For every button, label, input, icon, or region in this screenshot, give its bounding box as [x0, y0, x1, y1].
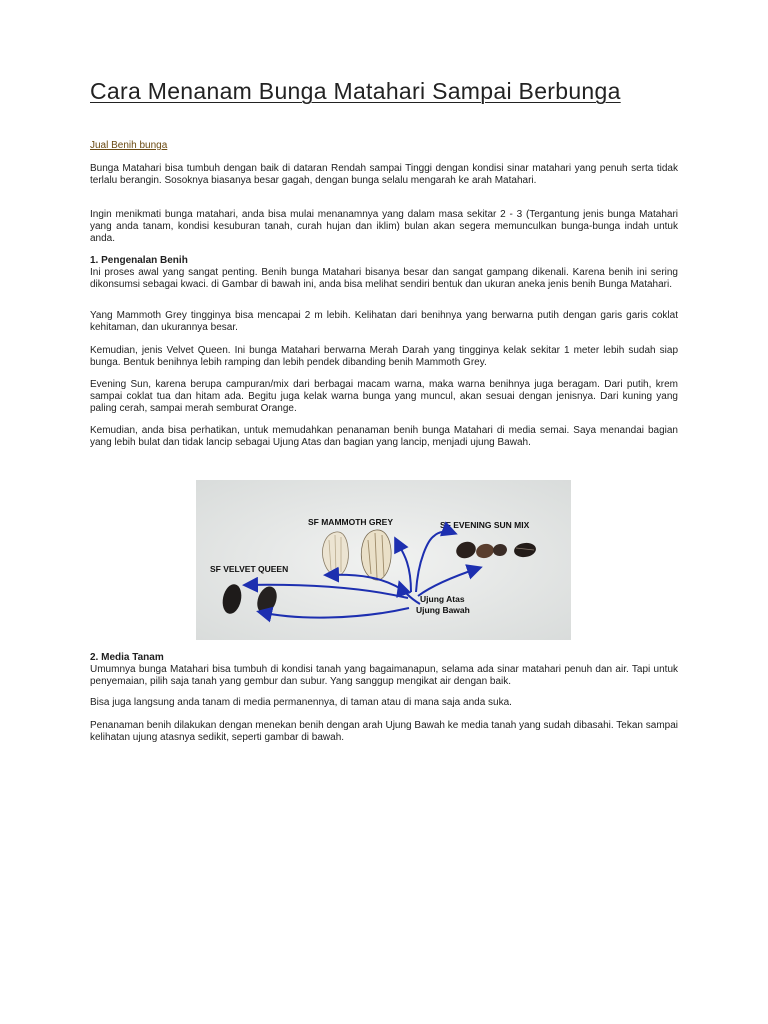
section-heading-pengenalan: 1. Pengenalan Benih [90, 255, 188, 266]
label-ujung-bawah: Ujung Bawah [416, 605, 470, 615]
section-media-tanam [90, 652, 678, 687]
mammoth-seed-2 [361, 530, 391, 580]
jual-benih-link[interactable]: Jual Benih bunga [90, 140, 168, 151]
label-mammoth-grey: SF MAMMOTH GREY [308, 517, 393, 527]
section-body-media: Umumnya bunga Matahari bisa tumbuh di kondisi tanah yang bagaimanapun, selama ada sinar matahari penuh dan air. Tapi untuk penyemaian, pilih saja tanah yang gembur dan subur. Yang sanggup mengikat air dengan baik. [90, 663, 678, 687]
paragraph-menikmati: Ingin menikmati bunga matahari, anda bisa mulai menanamnya yang dalam masa sekitar 2 - 3 (Tergantung jenis bunga Matahari yang anda tanam, kondisi kesuburan tanah, curah hujan dan iklim) bulan akan segera memunculkan bunga-bunga indah untuk anda. [90, 209, 678, 244]
paragraph-evening: Evening Sun, karena berupa campuran/mix dari berbagai macam warna, maka warna benihnya juga beragam. Dari putih, krem sampai coklat tua dan hitam ada. Begitu juga kelak warna bunga yang muncul, akan sesuai dengan jenisnya. Dari kuning yang paling cerah, sampai merah semburat Orange. [90, 379, 678, 414]
label-ujung-atas: Ujung Atas [420, 594, 465, 604]
seed-diagram-image [196, 480, 571, 640]
paragraph-permanen: Bisa juga langsung anda tanam di media permanennya, di taman atau di mana saja anda suka. [90, 697, 512, 708]
section-body-pengenalan: Ini proses awal yang sangat penting. Benih bunga Matahari bisanya besar dan sangat gampang dikenali. Karena benih ini sering dikonsumsi sebagai kwaci. di Gambar di bawah ini, anda bisa melihat sendiri bentuk dan ukuran aneka jenis benih Bunga Matahari. [90, 266, 678, 290]
paragraph-mammoth: Yang Mammoth Grey tingginya bisa mencapai 2 m lebih. Kelihatan dari benihnya yang berwarna putih dengan garis garis coklat kehitaman, dan ukurannya besar. [90, 310, 678, 333]
paragraph-ujung: Kemudian, anda bisa perhatikan, untuk memudahkan penanaman benih bunga Matahari di media semai. Saya menandai bagian yang lebih bulat dan tidak lancip sebagai Ujung Atas dan bagian yang lancip, menjadi ujung Bawah. [90, 425, 678, 448]
paragraph-intro: Bunga Matahari bisa tumbuh dengan baik di dataran Rendah sampai Tinggi dengan kondisi sinar matahari yang penuh serta tidak terlalu berangin. Sosoknya biasanya besar gagah, dengan bunga selalu mengarah ke arah Matahari. [90, 163, 678, 186]
document-title: Cara Menanam Bunga Matahari Sampai Berbunga [90, 78, 621, 104]
section-pengenalan-benih [90, 255, 678, 290]
section-heading-media: 2. Media Tanam [90, 652, 164, 663]
label-velvet-queen: SF VELVET QUEEN [210, 564, 289, 574]
paragraph-penanaman: Penanaman benih dilakukan dengan menekan benih dengan arah Ujung Bawah ke media tanah yang sudah dibasahi. Tekan sampai kelihatan ujung atasnya sedikit, seperti gambar di bawah. [90, 720, 678, 743]
paragraph-velvet: Kemudian, jenis Velvet Queen. Ini bunga Matahari berwarna Merah Darah yang tingginya kelak sekitar 1 meter lebih sudah siap bunga. Bentuk benihnya lebih ramping dan lebih pendek dibanding benih Mammoth Grey. [90, 345, 678, 368]
label-evening-sun: SF EVENING SUN MIX [440, 520, 530, 530]
